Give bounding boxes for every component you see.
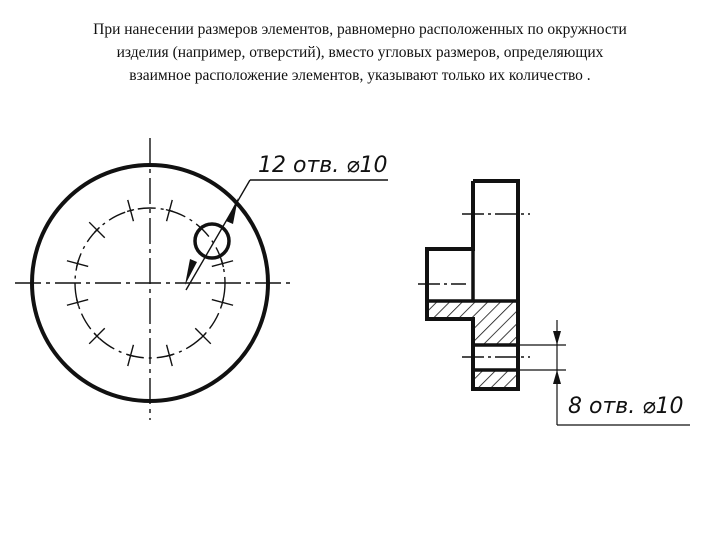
circle-hole-note: 12 отв. ⌀10 — [258, 153, 388, 178]
hole-center-cross — [166, 210, 173, 212]
caption-line-2: изделия (например, отверстий), вместо угловых размеров, определяющих — [116, 44, 604, 61]
hole-center-cross — [127, 210, 134, 212]
caption-line-1: При нанесении размеров элементов, равномерно расположенных по окружности — [93, 21, 627, 38]
side-section-view — [418, 181, 690, 425]
dimension-arrow-up — [553, 370, 561, 384]
hole-circle — [195, 224, 229, 258]
hole-center-cross — [222, 299, 224, 306]
caption-line-3: взаимное расположение элементов, указывают только их количество . — [129, 67, 591, 84]
dimension-arrow-down — [553, 331, 561, 345]
side-hole-note: 8 отв. ⌀10 — [568, 394, 684, 419]
hole-center-cross — [127, 355, 134, 357]
leader-arrow-upper — [226, 198, 238, 224]
disk-front-view — [15, 138, 388, 420]
hole-center-cross — [77, 260, 79, 267]
hatched-hub-upper — [473, 301, 518, 345]
hole-center-cross — [77, 299, 79, 306]
hatched-hub-lower — [473, 370, 518, 389]
hole-center-cross — [166, 355, 173, 357]
hole-center-cross — [222, 260, 224, 267]
hatched-flange — [427, 301, 473, 319]
